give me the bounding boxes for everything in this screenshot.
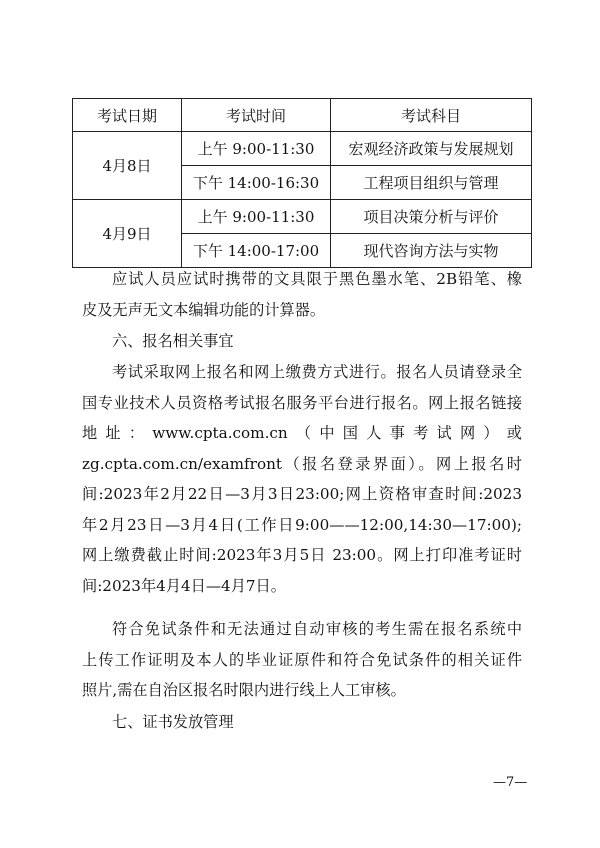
exam-time-cell: 上午 9:00-11:30 <box>182 132 331 166</box>
text-line: 照片,需在自治区报名时限内进行线上人工审核。 <box>82 681 406 699</box>
text-line: 年2月23日—3月4日(工作日9:00——12:00,14:30—17:00); <box>82 515 522 534</box>
text-line: 间:2023年2月22日—3月3日23:00;网上资格审查时间:2023 <box>82 485 522 503</box>
text-line: 间:2023年4月4日—4月7日。 <box>82 576 286 595</box>
text-line: 地址：www.cpta.com.cn（中国人事考试网）或 <box>82 424 522 442</box>
section-heading: 七、证书发放管理 <box>112 713 234 731</box>
text-line: 上传工作证明及本人的毕业证原件和符合免试条件的相关证件 <box>82 650 522 669</box>
text-line: 符合免试条件和无法通过自动审核的考生需在报名系统中 <box>112 620 522 638</box>
page-number: —7— <box>493 775 528 790</box>
exam-subject-cell: 宏观经济政策与发展规划 <box>331 132 532 166</box>
text-line: 皮及无声无文本编辑功能的计算器。 <box>82 300 325 319</box>
registration-paragraph <box>82 357 522 601</box>
exam-subject-cell: 现代咨询方法与实物 <box>331 234 532 268</box>
section-6-heading-block <box>82 326 522 357</box>
exemption-paragraph <box>82 614 522 706</box>
exam-time-cell: 上午 9:00-11:30 <box>182 200 331 234</box>
exam-subject-cell: 项目决策分析与评价 <box>331 200 532 234</box>
text-line: 国专业技术人员资格考试报名服务平台进行报名。网上报名链接 <box>82 393 522 412</box>
text-line: 考试采取网上报名和网上缴费方式进行。报名人员请登录全 <box>112 363 522 381</box>
header-exam-date: 考试日期 <box>73 99 182 132</box>
exam-date-cell: 4月8日 <box>73 132 182 200</box>
header-exam-time: 考试时间 <box>182 99 331 132</box>
text-line: zg.cpta.com.cn/examfront（报名登录界面）。网上报名时 <box>82 454 522 473</box>
table-row <box>73 132 532 166</box>
section-7-heading-block <box>82 707 522 738</box>
section-heading: 六、报名相关事宜 <box>112 332 234 350</box>
text-line: 网上缴费截止时间:2023年3月5日 23:00。网上打印准考证时 <box>82 546 522 564</box>
header-exam-subject: 考试科目 <box>331 99 532 132</box>
exam-subject-cell: 工程项目组织与管理 <box>331 166 532 200</box>
exam-date-cell: 4月9日 <box>73 200 182 268</box>
exam-schedule-table <box>72 98 532 268</box>
exam-time-cell: 下午 14:00-16:30 <box>182 166 331 200</box>
table-row <box>73 200 532 234</box>
table-header-row <box>73 99 532 132</box>
text-line: 应试人员应试时携带的文具限于黑色墨水笔、2B铅笔、橡 <box>112 270 522 288</box>
stationery-paragraph <box>82 264 522 325</box>
exam-time-cell: 下午 14:00-17:00 <box>182 234 331 268</box>
